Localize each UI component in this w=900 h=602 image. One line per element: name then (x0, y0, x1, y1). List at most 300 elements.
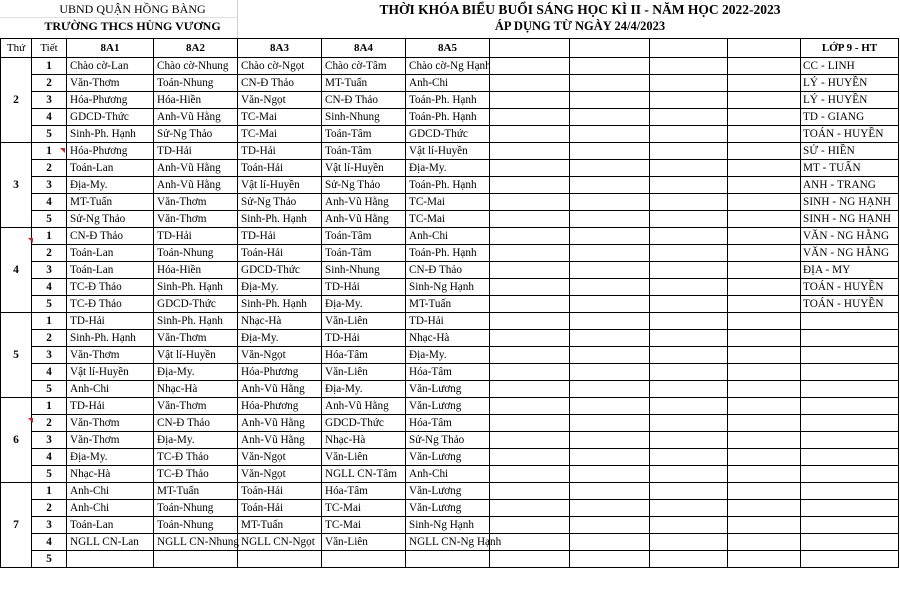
lesson-cell: Anh-Chi (67, 483, 154, 500)
empty-cell (650, 483, 728, 500)
period-number: 4 (32, 364, 67, 381)
lesson-cell: Hóa-Tâm (406, 415, 490, 432)
table-row (1, 143, 899, 160)
lesson-cell: Toán-Hải (238, 245, 322, 262)
empty-cell (728, 364, 801, 381)
lesson-cell: Văn-Liên (322, 364, 406, 381)
empty-cell (728, 415, 801, 432)
empty-cell (570, 194, 650, 211)
empty-cell (570, 432, 650, 449)
lesson-cell: Văn-Ngọt (238, 449, 322, 466)
table-row (1, 177, 899, 194)
lesson-cell: TD-Hải (238, 228, 322, 245)
lesson-cell: NGLL CN-Lan (67, 534, 154, 551)
lesson-cell: Sinh-Ph. Hạnh (67, 330, 154, 347)
empty-cell (728, 551, 801, 568)
lesson-cell: Anh-Vũ Hằng (238, 381, 322, 398)
table-row (1, 262, 899, 279)
lesson-cell: Văn-Liên (322, 313, 406, 330)
empty-cell (650, 296, 728, 313)
lesson-cell: Văn-Thơm (154, 194, 238, 211)
lesson-cell: Sử-Ng Thảo (238, 194, 322, 211)
period-number: 1 (32, 228, 67, 245)
empty-cell (570, 330, 650, 347)
empty-cell (650, 364, 728, 381)
grade9-cell (801, 381, 899, 398)
lesson-cell: Toán-Tâm (322, 228, 406, 245)
effective-date: ÁP DỤNG TỪ NGÀY 24/4/2023 (494, 19, 666, 33)
district-name: UBND QUẬN HỒNG BÀNG (59, 2, 206, 16)
lesson-cell: Sinh-Ph. Hạnh (238, 211, 322, 228)
lesson-cell: Hóa-Hiền (154, 262, 238, 279)
lesson-cell: Văn-Thơm (67, 347, 154, 364)
grade9-cell: TOÁN - HUYỀN (801, 279, 899, 296)
table-row (1, 398, 899, 415)
empty-cell (728, 58, 801, 75)
lesson-cell: Nhạc-Hà (322, 432, 406, 449)
period-number: 4 (32, 449, 67, 466)
empty-cell (490, 262, 570, 279)
empty-cell (570, 177, 650, 194)
table-row (1, 160, 899, 177)
lesson-cell: Sinh-Ph. Hạnh (238, 296, 322, 313)
period-number: 2 (32, 160, 67, 177)
lesson-cell: Văn-Ngọt (238, 347, 322, 364)
col-header-class-8a1: 8A1 (67, 39, 154, 58)
lesson-cell: NGLL CN-Ngọt (238, 534, 322, 551)
empty-cell (570, 415, 650, 432)
empty-cell (570, 500, 650, 517)
period-number: 5 (32, 466, 67, 483)
lesson-cell: Anh-Chi (67, 381, 154, 398)
day-label: 2 (1, 58, 32, 143)
period-number: 5 (32, 381, 67, 398)
lesson-cell: Sinh-Ph. Hạnh (154, 279, 238, 296)
empty-cell (490, 534, 570, 551)
period-number: 1 (32, 143, 67, 160)
table-row (1, 534, 899, 551)
lesson-cell: MT-Tuấn (67, 194, 154, 211)
timetable-grid (0, 38, 899, 568)
grade9-cell: SINH - NG HẠNH (801, 194, 899, 211)
empty-cell (570, 364, 650, 381)
grade9-cell: SINH - NG HẠNH (801, 211, 899, 228)
lesson-cell: Sinh-Ng Hạnh (406, 279, 490, 296)
table-header-row (1, 39, 899, 58)
empty-cell (570, 517, 650, 534)
table-row (1, 364, 899, 381)
lesson-cell: TC-Mai (238, 126, 322, 143)
period-number: 4 (32, 194, 67, 211)
table-row (1, 415, 899, 432)
empty-cell (570, 296, 650, 313)
col-header-empty (570, 39, 650, 58)
lesson-cell: TD-Hải (238, 143, 322, 160)
grade9-cell (801, 330, 899, 347)
lesson-cell: CN-Đ Thảo (406, 262, 490, 279)
lesson-cell: Hóa-Phương (238, 398, 322, 415)
empty-cell (728, 432, 801, 449)
lesson-cell: Sinh-Nhung (322, 109, 406, 126)
grade9-cell: TOÁN - HUYỀN (801, 296, 899, 313)
grade9-cell: VĂN - NG HẰNG (801, 245, 899, 262)
lesson-cell: Chào cờ-Lan (67, 58, 154, 75)
lesson-cell: Sử-Ng Thảo (154, 126, 238, 143)
lesson-cell: Chào cờ-Ngọt (238, 58, 322, 75)
lesson-cell: Nhạc-Hà (406, 330, 490, 347)
empty-cell (650, 415, 728, 432)
lesson-cell: Địa-My. (322, 381, 406, 398)
grade9-cell: SỬ - HIỀN (801, 143, 899, 160)
empty-cell (728, 381, 801, 398)
empty-cell (570, 75, 650, 92)
empty-cell (490, 143, 570, 160)
lesson-cell: Toán-Lan (67, 160, 154, 177)
grade9-cell: CC - LINH (801, 58, 899, 75)
lesson-cell: Hóa-Tâm (322, 347, 406, 364)
period-number: 3 (32, 432, 67, 449)
empty-cell (490, 126, 570, 143)
lesson-cell (238, 551, 322, 568)
table-row (1, 466, 899, 483)
empty-cell (490, 296, 570, 313)
empty-cell (490, 330, 570, 347)
empty-cell (570, 279, 650, 296)
empty-cell (490, 92, 570, 109)
empty-cell (490, 500, 570, 517)
period-number: 5 (32, 551, 67, 568)
day-label: 7 (1, 483, 32, 568)
lesson-cell: Sử-Ng Thảo (322, 177, 406, 194)
lesson-cell (322, 551, 406, 568)
empty-cell (570, 109, 650, 126)
grade9-cell: ĐỊA - MY (801, 262, 899, 279)
table-row (1, 500, 899, 517)
empty-cell (728, 211, 801, 228)
empty-cell (728, 313, 801, 330)
empty-cell (650, 381, 728, 398)
lesson-cell: Địa-My. (238, 279, 322, 296)
lesson-cell: Văn-Liên (322, 449, 406, 466)
lesson-cell: Toán-Tâm (322, 245, 406, 262)
empty-cell (490, 517, 570, 534)
table-row (1, 245, 899, 262)
empty-cell (650, 330, 728, 347)
cell-comment-marker (60, 148, 65, 153)
table-row (1, 483, 899, 500)
lesson-cell: Vật lí-Huyền (322, 160, 406, 177)
period-number: 2 (32, 330, 67, 347)
col-header-empty (490, 39, 570, 58)
lesson-cell: Toán-Ph. Hạnh (406, 177, 490, 194)
lesson-cell: Hóa-Tâm (406, 364, 490, 381)
empty-cell (570, 228, 650, 245)
cell-comment-marker (28, 238, 33, 243)
empty-cell (728, 126, 801, 143)
table-row (1, 517, 899, 534)
table-row (1, 313, 899, 330)
lesson-cell: CN-Đ Thảo (67, 228, 154, 245)
empty-cell (490, 211, 570, 228)
table-row (1, 279, 899, 296)
empty-cell (728, 245, 801, 262)
empty-cell (650, 143, 728, 160)
lesson-cell: Văn-Thơm (67, 415, 154, 432)
lesson-cell: Nhạc-Hà (238, 313, 322, 330)
lesson-cell: Văn-Thơm (154, 398, 238, 415)
table-row (1, 75, 899, 92)
period-number: 3 (32, 347, 67, 364)
col-header-class-8a3: 8A3 (238, 39, 322, 58)
lesson-cell: Sinh-Nhung (322, 262, 406, 279)
empty-cell (728, 75, 801, 92)
period-number: 1 (32, 58, 67, 75)
grade9-cell (801, 551, 899, 568)
lesson-cell: Anh-Vũ Hằng (154, 177, 238, 194)
school-name: TRƯỜNG THCS HÙNG VƯƠNG (44, 19, 221, 33)
lesson-cell: Toán-Ph. Hạnh (406, 92, 490, 109)
grade9-cell (801, 534, 899, 551)
period-number: 4 (32, 279, 67, 296)
lesson-cell: Anh-Vũ Hằng (154, 109, 238, 126)
lesson-cell: TD-Hải (154, 228, 238, 245)
empty-cell (728, 517, 801, 534)
grade9-cell (801, 313, 899, 330)
table-row (1, 228, 899, 245)
lesson-cell: NGLL CN-Ng Hạnh (406, 534, 490, 551)
empty-cell (570, 211, 650, 228)
header-divider-vertical (237, 0, 238, 38)
lesson-cell: Văn-Lương (406, 381, 490, 398)
lesson-cell: Toán-Lan (67, 245, 154, 262)
empty-cell (570, 262, 650, 279)
empty-cell (570, 398, 650, 415)
table-row (1, 330, 899, 347)
period-number: 1 (32, 483, 67, 500)
lesson-cell: TD-Hải (67, 398, 154, 415)
lesson-cell: Nhạc-Hà (154, 381, 238, 398)
period-number: 1 (32, 398, 67, 415)
empty-cell (490, 177, 570, 194)
period-number: 1 (32, 313, 67, 330)
lesson-cell: Văn-Thơm (67, 432, 154, 449)
lesson-cell: MT-Tuấn (154, 483, 238, 500)
empty-cell (650, 262, 728, 279)
grade9-cell (801, 364, 899, 381)
empty-cell (490, 364, 570, 381)
lesson-cell: Địa-My. (406, 347, 490, 364)
period-number: 2 (32, 500, 67, 517)
col-header-grade9: LỚP 9 - HT (801, 39, 899, 58)
table-row (1, 296, 899, 313)
lesson-cell: Sinh-Ph. Hạnh (67, 126, 154, 143)
lesson-cell: Anh-Chi (406, 75, 490, 92)
lesson-cell: Hóa-Phương (67, 143, 154, 160)
grade9-cell (801, 415, 899, 432)
empty-cell (650, 466, 728, 483)
empty-cell (490, 313, 570, 330)
lesson-cell: Hóa-Tâm (322, 483, 406, 500)
lesson-cell: Địa-My. (322, 296, 406, 313)
day-label: 5 (1, 313, 32, 398)
empty-cell (650, 75, 728, 92)
lesson-cell: TC-Mai (406, 211, 490, 228)
empty-cell (650, 58, 728, 75)
grade9-cell: TOÁN - HUYỀN (801, 126, 899, 143)
table-row (1, 92, 899, 109)
col-header-period: Tiết (32, 39, 67, 58)
table-row (1, 126, 899, 143)
lesson-cell: Anh-Chi (406, 228, 490, 245)
empty-cell (650, 109, 728, 126)
lesson-cell (406, 551, 490, 568)
lesson-cell: Địa-My. (154, 364, 238, 381)
lesson-cell: Địa-My. (67, 449, 154, 466)
lesson-cell: Vật lí-Huyền (67, 364, 154, 381)
grade9-cell (801, 466, 899, 483)
lesson-cell: Sinh-Ph. Hạnh (154, 313, 238, 330)
lesson-cell: Toán-Tâm (322, 143, 406, 160)
lesson-cell: GDCD-Thức (406, 126, 490, 143)
empty-cell (570, 126, 650, 143)
empty-cell (570, 551, 650, 568)
grade9-cell (801, 398, 899, 415)
period-number: 5 (32, 211, 67, 228)
lesson-cell: Sử-Ng Thảo (67, 211, 154, 228)
period-number: 3 (32, 262, 67, 279)
empty-cell (650, 347, 728, 364)
lesson-cell: Địa-My. (154, 432, 238, 449)
lesson-cell: Nhạc-Hà (67, 466, 154, 483)
period-number: 2 (32, 75, 67, 92)
empty-cell (650, 228, 728, 245)
timetable-body (1, 58, 899, 568)
empty-cell (650, 211, 728, 228)
lesson-cell: GDCD-Thức (322, 415, 406, 432)
lesson-cell: TC-Mai (238, 109, 322, 126)
day-label: 6 (1, 398, 32, 483)
lesson-cell: Toán-Tâm (322, 126, 406, 143)
empty-cell (570, 449, 650, 466)
empty-cell (490, 109, 570, 126)
grade9-cell: VĂN - NG HẰNG (801, 228, 899, 245)
period-number: 2 (32, 415, 67, 432)
empty-cell (728, 398, 801, 415)
empty-cell (570, 381, 650, 398)
cell-comment-marker (28, 418, 33, 423)
lesson-cell: MT-Tuấn (322, 75, 406, 92)
empty-cell (650, 500, 728, 517)
lesson-cell: TD-Hải (322, 330, 406, 347)
lesson-cell: Văn-Thơm (154, 330, 238, 347)
lesson-cell: Hóa-Phương (238, 364, 322, 381)
empty-cell (728, 177, 801, 194)
lesson-cell: Địa-My. (238, 330, 322, 347)
empty-cell (728, 534, 801, 551)
lesson-cell: Văn-Ngọt (238, 92, 322, 109)
empty-cell (570, 534, 650, 551)
lesson-cell: Anh-Vũ Hằng (238, 415, 322, 432)
lesson-cell: Toán-Nhung (154, 517, 238, 534)
lesson-cell: Vật lí-Huyền (238, 177, 322, 194)
lesson-cell: Vật lí-Huyền (406, 143, 490, 160)
lesson-cell: Hóa-Phương (67, 92, 154, 109)
lesson-cell: Anh-Vũ Hằng (322, 211, 406, 228)
day-label: 4 (1, 228, 32, 313)
lesson-cell: Toán-Lan (67, 517, 154, 534)
lesson-cell: Toán-Hải (238, 483, 322, 500)
table-row (1, 211, 899, 228)
empty-cell (650, 398, 728, 415)
empty-cell (490, 279, 570, 296)
lesson-cell: GDCD-Thức (154, 296, 238, 313)
empty-cell (650, 126, 728, 143)
lesson-cell: Toán-Ph. Hạnh (406, 245, 490, 262)
empty-cell (728, 466, 801, 483)
period-number: 3 (32, 177, 67, 194)
lesson-cell (67, 551, 154, 568)
empty-cell (728, 500, 801, 517)
empty-cell (490, 398, 570, 415)
lesson-cell: Toán-Nhung (154, 245, 238, 262)
empty-cell (570, 483, 650, 500)
lesson-cell: Toán-Hải (238, 160, 322, 177)
lesson-cell: Sử-Ng Thảo (406, 432, 490, 449)
empty-cell (650, 245, 728, 262)
lesson-cell: CN-Đ Thảo (322, 92, 406, 109)
empty-cell (728, 279, 801, 296)
lesson-cell: Anh-Vũ Hằng (322, 194, 406, 211)
lesson-cell: Sinh-Ng Hạnh (406, 517, 490, 534)
period-number: 5 (32, 296, 67, 313)
lesson-cell: Văn-Thơm (154, 211, 238, 228)
empty-cell (728, 262, 801, 279)
col-header-class-8a4: 8A4 (322, 39, 406, 58)
grade9-cell (801, 449, 899, 466)
table-row (1, 194, 899, 211)
empty-cell (490, 75, 570, 92)
lesson-cell: Chào cờ-Nhung (154, 58, 238, 75)
col-header-empty (728, 39, 801, 58)
lesson-cell: TC-Mai (322, 517, 406, 534)
empty-cell (490, 381, 570, 398)
lesson-cell: GDCD-Thức (67, 109, 154, 126)
empty-cell (490, 160, 570, 177)
period-number: 2 (32, 245, 67, 262)
period-number: 3 (32, 517, 67, 534)
lesson-cell: Hóa-Hiền (154, 92, 238, 109)
lesson-cell: TC-Mai (406, 194, 490, 211)
lesson-cell: TC-Đ Thảo (154, 466, 238, 483)
lesson-cell: TD-Hải (154, 143, 238, 160)
empty-cell (728, 449, 801, 466)
empty-cell (570, 466, 650, 483)
lesson-cell: Văn-Thơm (67, 75, 154, 92)
empty-cell (570, 313, 650, 330)
lesson-cell: CN-Đ Thảo (154, 415, 238, 432)
lesson-cell: TC-Mai (322, 500, 406, 517)
empty-cell (490, 466, 570, 483)
grade9-cell: ANH - TRANG (801, 177, 899, 194)
empty-cell (650, 313, 728, 330)
empty-cell (650, 449, 728, 466)
lesson-cell: Văn-Ngọt (238, 466, 322, 483)
lesson-cell: Văn-Liên (322, 534, 406, 551)
lesson-cell: Địa-My. (67, 177, 154, 194)
period-number: 3 (32, 92, 67, 109)
table-row (1, 109, 899, 126)
lesson-cell: TC-Đ Thảo (67, 296, 154, 313)
